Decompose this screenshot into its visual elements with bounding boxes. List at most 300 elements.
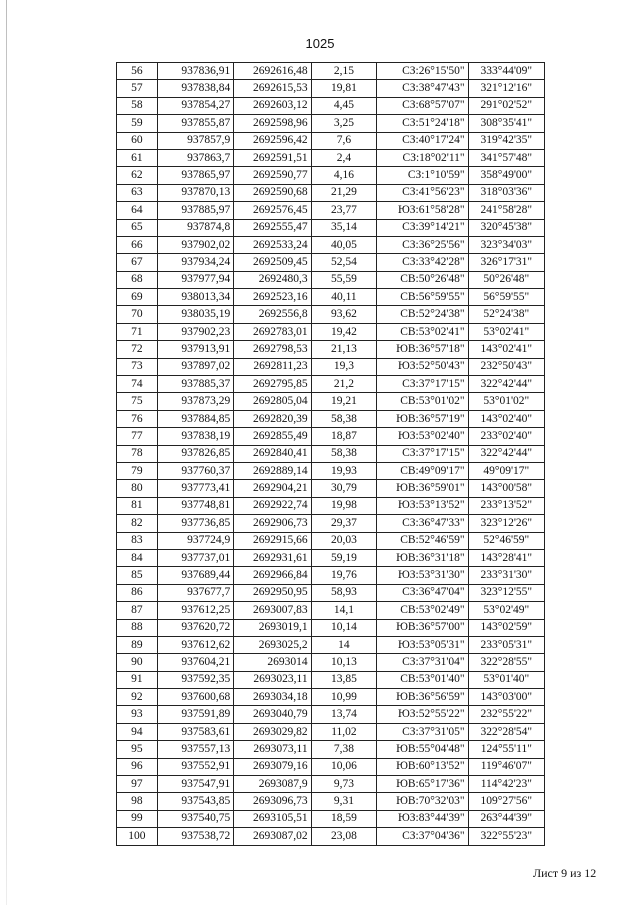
table-row: [117, 289, 545, 306]
table-row: [117, 462, 545, 479]
distance-cell: 58,38: [311, 410, 377, 427]
azimuth-cell: 233°31'30": [468, 567, 544, 584]
table-row: [117, 480, 545, 497]
distance-cell: 58,38: [311, 445, 377, 462]
azimuth-cell: 233°13'52": [468, 497, 544, 514]
point-number-cell: 87: [117, 602, 158, 619]
point-number-cell: 91: [117, 671, 158, 688]
azimuth-cell: 320°45'38": [468, 219, 544, 236]
x-coordinate-cell: 937902,23: [157, 323, 233, 340]
point-number-cell: 69: [117, 289, 158, 306]
point-number-cell: 74: [117, 376, 158, 393]
x-coordinate-cell: 937557,13: [157, 741, 233, 758]
azimuth-cell: 143°02'40": [468, 410, 544, 427]
y-coordinate-cell: 2692556,8: [234, 306, 311, 323]
point-number-cell: 70: [117, 306, 158, 323]
distance-cell: 19,81: [311, 80, 377, 97]
x-coordinate-cell: 937552,91: [157, 758, 233, 775]
x-coordinate-cell: 937857,9: [157, 132, 233, 149]
y-coordinate-cell: 2693073,11: [234, 741, 311, 758]
rhumb-cell: ЮЗ:53°05'31": [377, 636, 468, 653]
rhumb-cell: СВ:53°01'02": [377, 393, 468, 410]
table-row: [117, 723, 545, 740]
x-coordinate-cell: 937748,81: [157, 497, 233, 514]
x-coordinate-cell: 937873,29: [157, 393, 233, 410]
y-coordinate-cell: 2692904,21: [234, 480, 311, 497]
x-coordinate-cell: 937913,91: [157, 341, 233, 358]
y-coordinate-cell: 2692798,53: [234, 341, 311, 358]
point-number-cell: 58: [117, 97, 158, 114]
point-number-cell: 77: [117, 428, 158, 445]
azimuth-cell: 119°46'07": [468, 758, 544, 775]
y-coordinate-cell: 2692840,41: [234, 445, 311, 462]
point-number-cell: 92: [117, 689, 158, 706]
table-row: [117, 80, 545, 97]
y-coordinate-cell: 2693019,1: [234, 619, 311, 636]
azimuth-cell: 232°50'43": [468, 358, 544, 375]
x-coordinate-cell: 937934,24: [157, 254, 233, 271]
x-coordinate-cell: 937885,37: [157, 376, 233, 393]
point-number-cell: 100: [117, 828, 158, 845]
x-coordinate-cell: 937543,85: [157, 793, 233, 810]
y-coordinate-cell: 2693034,18: [234, 689, 311, 706]
y-coordinate-cell: 2692590,68: [234, 184, 311, 201]
rhumb-cell: СЗ:37°31'05": [377, 723, 468, 740]
point-number-cell: 59: [117, 115, 158, 132]
azimuth-cell: 232°55'22": [468, 706, 544, 723]
table-row: [117, 254, 545, 271]
distance-cell: 2,15: [311, 63, 377, 80]
distance-cell: 10,13: [311, 654, 377, 671]
distance-cell: 21,29: [311, 184, 377, 201]
x-coordinate-cell: 937547,91: [157, 776, 233, 793]
azimuth-cell: 322°55'23": [468, 828, 544, 845]
table-row: [117, 376, 545, 393]
azimuth-cell: 322°28'54": [468, 723, 544, 740]
table-row: [117, 689, 545, 706]
table-row: [117, 184, 545, 201]
rhumb-cell: ЮВ:36°56'59": [377, 689, 468, 706]
distance-cell: 9,73: [311, 776, 377, 793]
table-row: [117, 236, 545, 253]
rhumb-cell: СЗ:51°24'18": [377, 115, 468, 132]
x-coordinate-cell: 937902,02: [157, 236, 233, 253]
y-coordinate-cell: 2693014: [234, 654, 311, 671]
azimuth-cell: 56°59'55": [468, 289, 544, 306]
coordinates-table-body: [117, 63, 545, 846]
distance-cell: 2,4: [311, 149, 377, 166]
rhumb-cell: СВ:53°02'49": [377, 602, 468, 619]
y-coordinate-cell: 2692603,12: [234, 97, 311, 114]
azimuth-cell: 143°02'41": [468, 341, 544, 358]
table-row: [117, 567, 545, 584]
point-number-cell: 67: [117, 254, 158, 271]
x-coordinate-cell: 937724,9: [157, 532, 233, 549]
table-row: [117, 741, 545, 758]
y-coordinate-cell: 2692576,45: [234, 202, 311, 219]
azimuth-cell: 53°02'49": [468, 602, 544, 619]
rhumb-cell: СЗ:37°31'04": [377, 654, 468, 671]
azimuth-cell: 233°05'31": [468, 636, 544, 653]
rhumb-cell: СВ:50°26'48": [377, 271, 468, 288]
table-row: [117, 445, 545, 462]
rhumb-cell: СЗ:36°47'33": [377, 515, 468, 532]
point-number-cell: 99: [117, 810, 158, 827]
azimuth-cell: 326°17'31": [468, 254, 544, 271]
table-row: [117, 671, 545, 688]
x-coordinate-cell: 937897,02: [157, 358, 233, 375]
y-coordinate-cell: 2692783,01: [234, 323, 311, 340]
table-row: [117, 706, 545, 723]
y-coordinate-cell: 2692555,47: [234, 219, 311, 236]
x-coordinate-cell: 937689,44: [157, 567, 233, 584]
distance-cell: 58,93: [311, 584, 377, 601]
distance-cell: 23,08: [311, 828, 377, 845]
table-row: [117, 549, 545, 566]
rhumb-cell: ЮВ:65°17'36": [377, 776, 468, 793]
point-number-cell: 79: [117, 462, 158, 479]
table-row: [117, 271, 545, 288]
rhumb-cell: СВ:53°01'40": [377, 671, 468, 688]
distance-cell: 30,79: [311, 480, 377, 497]
x-coordinate-cell: 937865,97: [157, 167, 233, 184]
distance-cell: 14,1: [311, 602, 377, 619]
azimuth-cell: 114°42'23": [468, 776, 544, 793]
table-row: [117, 532, 545, 549]
rhumb-cell: СЗ:1°10'59": [377, 167, 468, 184]
point-number-cell: 85: [117, 567, 158, 584]
table-row: [117, 393, 545, 410]
rhumb-cell: ЮВ:36°31'18": [377, 549, 468, 566]
x-coordinate-cell: 937591,89: [157, 706, 233, 723]
y-coordinate-cell: 2692805,04: [234, 393, 311, 410]
azimuth-cell: 143°28'41": [468, 549, 544, 566]
table-row: [117, 654, 545, 671]
point-number-cell: 65: [117, 219, 158, 236]
rhumb-cell: ЮЗ:52°55'22": [377, 706, 468, 723]
y-coordinate-cell: 2692523,16: [234, 289, 311, 306]
x-coordinate-cell: 937538,72: [157, 828, 233, 845]
azimuth-cell: 124°55'11": [468, 741, 544, 758]
table-row: [117, 497, 545, 514]
point-number-cell: 94: [117, 723, 158, 740]
y-coordinate-cell: 2692480,3: [234, 271, 311, 288]
x-coordinate-cell: 937884,85: [157, 410, 233, 427]
azimuth-cell: 318°03'36": [468, 184, 544, 201]
distance-cell: 18,59: [311, 810, 377, 827]
distance-cell: 19,93: [311, 462, 377, 479]
point-number-cell: 57: [117, 80, 158, 97]
point-number-cell: 62: [117, 167, 158, 184]
azimuth-cell: 53°02'41": [468, 323, 544, 340]
point-number-cell: 93: [117, 706, 158, 723]
rhumb-cell: ЮВ:60°13'52": [377, 758, 468, 775]
point-number-cell: 82: [117, 515, 158, 532]
distance-cell: 10,99: [311, 689, 377, 706]
distance-cell: 10,14: [311, 619, 377, 636]
point-number-cell: 95: [117, 741, 158, 758]
azimuth-cell: 50°26'48": [468, 271, 544, 288]
y-coordinate-cell: 2692616,48: [234, 63, 311, 80]
table-row: [117, 149, 545, 166]
table-row: [117, 410, 545, 427]
distance-cell: 20,03: [311, 532, 377, 549]
x-coordinate-cell: 937870,13: [157, 184, 233, 201]
y-coordinate-cell: 2692820,39: [234, 410, 311, 427]
rhumb-cell: СЗ:37°17'15": [377, 376, 468, 393]
azimuth-cell: 263°44'39": [468, 810, 544, 827]
table-row: [117, 515, 545, 532]
rhumb-cell: СЗ:36°47'04": [377, 584, 468, 601]
x-coordinate-cell: 937677,7: [157, 584, 233, 601]
distance-cell: 21,13: [311, 341, 377, 358]
rhumb-cell: СВ:52°24'38": [377, 306, 468, 323]
x-coordinate-cell: 938013,34: [157, 289, 233, 306]
y-coordinate-cell: 2692931,61: [234, 549, 311, 566]
x-coordinate-cell: 937612,25: [157, 602, 233, 619]
azimuth-cell: 323°12'26": [468, 515, 544, 532]
y-coordinate-cell: 2693087,02: [234, 828, 311, 845]
azimuth-cell: 322°42'44": [468, 376, 544, 393]
x-coordinate-cell: 937838,84: [157, 80, 233, 97]
x-coordinate-cell: 937760,37: [157, 462, 233, 479]
distance-cell: 93,62: [311, 306, 377, 323]
rhumb-cell: СВ:56°59'55": [377, 289, 468, 306]
point-number-cell: 68: [117, 271, 158, 288]
point-number-cell: 86: [117, 584, 158, 601]
azimuth-cell: 109°27'56": [468, 793, 544, 810]
rhumb-cell: ЮВ:36°57'00": [377, 619, 468, 636]
table-row: [117, 219, 545, 236]
distance-cell: 19,42: [311, 323, 377, 340]
x-coordinate-cell: 937874,8: [157, 219, 233, 236]
point-number-cell: 84: [117, 549, 158, 566]
rhumb-cell: СВ:53°02'41": [377, 323, 468, 340]
y-coordinate-cell: 2693096,73: [234, 793, 311, 810]
distance-cell: 4,45: [311, 97, 377, 114]
coordinates-table: [116, 62, 545, 846]
point-number-cell: 72: [117, 341, 158, 358]
rhumb-cell: ЮВ:70°32'03": [377, 793, 468, 810]
point-number-cell: 80: [117, 480, 158, 497]
azimuth-cell: 321°12'16": [468, 80, 544, 97]
distance-cell: 19,3: [311, 358, 377, 375]
point-number-cell: 83: [117, 532, 158, 549]
point-number-cell: 61: [117, 149, 158, 166]
y-coordinate-cell: 2692855,49: [234, 428, 311, 445]
y-coordinate-cell: 2693105,51: [234, 810, 311, 827]
azimuth-cell: 323°34'03": [468, 236, 544, 253]
azimuth-cell: 322°28'55": [468, 654, 544, 671]
rhumb-cell: СЗ:37°17'15": [377, 445, 468, 462]
y-coordinate-cell: 2692922,74: [234, 497, 311, 514]
distance-cell: 35,14: [311, 219, 377, 236]
point-number-cell: 97: [117, 776, 158, 793]
rhumb-cell: ЮВ:36°57'19": [377, 410, 468, 427]
x-coordinate-cell: 937604,21: [157, 654, 233, 671]
y-coordinate-cell: 2692966,84: [234, 567, 311, 584]
rhumb-cell: СВ:49°09'17": [377, 462, 468, 479]
y-coordinate-cell: 2692596,42: [234, 132, 311, 149]
rhumb-cell: ЮЗ:53°31'30": [377, 567, 468, 584]
distance-cell: 23,77: [311, 202, 377, 219]
table-row: [117, 584, 545, 601]
table-row: [117, 619, 545, 636]
azimuth-cell: 53°01'40": [468, 671, 544, 688]
point-number-cell: 63: [117, 184, 158, 201]
rhumb-cell: ЮЗ:52°50'43": [377, 358, 468, 375]
y-coordinate-cell: 2693007,83: [234, 602, 311, 619]
table-row: [117, 202, 545, 219]
azimuth-cell: 341°57'48": [468, 149, 544, 166]
table-row: [117, 63, 545, 80]
x-coordinate-cell: 937863,7: [157, 149, 233, 166]
distance-cell: 59,19: [311, 549, 377, 566]
rhumb-cell: ЮВ:55°04'48": [377, 741, 468, 758]
distance-cell: 13,74: [311, 706, 377, 723]
table-row: [117, 776, 545, 793]
rhumb-cell: СЗ:37°04'36": [377, 828, 468, 845]
distance-cell: 9,31: [311, 793, 377, 810]
y-coordinate-cell: 2693029,82: [234, 723, 311, 740]
rhumb-cell: ЮЗ:53°13'52": [377, 497, 468, 514]
distance-cell: 14: [311, 636, 377, 653]
point-number-cell: 81: [117, 497, 158, 514]
y-coordinate-cell: 2692509,45: [234, 254, 311, 271]
x-coordinate-cell: 937620,72: [157, 619, 233, 636]
rhumb-cell: СВ:52°46'59": [377, 532, 468, 549]
x-coordinate-cell: 937855,87: [157, 115, 233, 132]
azimuth-cell: 233°02'40": [468, 428, 544, 445]
azimuth-cell: 333°44'09": [468, 63, 544, 80]
azimuth-cell: 143°00'58": [468, 480, 544, 497]
table-row: [117, 810, 545, 827]
distance-cell: 18,87: [311, 428, 377, 445]
table-row: [117, 167, 545, 184]
y-coordinate-cell: 2693025,2: [234, 636, 311, 653]
x-coordinate-cell: 937540,75: [157, 810, 233, 827]
x-coordinate-cell: 937736,85: [157, 515, 233, 532]
distance-cell: 3,25: [311, 115, 377, 132]
y-coordinate-cell: 2693087,9: [234, 776, 311, 793]
table-row: [117, 132, 545, 149]
x-coordinate-cell: 937773,41: [157, 480, 233, 497]
point-number-cell: 71: [117, 323, 158, 340]
distance-cell: 10,06: [311, 758, 377, 775]
distance-cell: 4,16: [311, 167, 377, 184]
y-coordinate-cell: 2692533,24: [234, 236, 311, 253]
azimuth-cell: 323°12'55": [468, 584, 544, 601]
y-coordinate-cell: 2692795,85: [234, 376, 311, 393]
y-coordinate-cell: 2693040,79: [234, 706, 311, 723]
azimuth-cell: 322°42'44": [468, 445, 544, 462]
table-row: [117, 341, 545, 358]
table-row: [117, 828, 545, 845]
x-coordinate-cell: 937836,91: [157, 63, 233, 80]
y-coordinate-cell: 2692906,73: [234, 515, 311, 532]
y-coordinate-cell: 2692598,96: [234, 115, 311, 132]
x-coordinate-cell: 937737,01: [157, 549, 233, 566]
rhumb-cell: СЗ:26°15'50": [377, 63, 468, 80]
distance-cell: 21,2: [311, 376, 377, 393]
scan-edge-mark: [6, 0, 7, 905]
rhumb-cell: СЗ:40°17'24": [377, 132, 468, 149]
x-coordinate-cell: 937838,19: [157, 428, 233, 445]
table-row: [117, 758, 545, 775]
y-coordinate-cell: 2692915,66: [234, 532, 311, 549]
table-row: [117, 428, 545, 445]
x-coordinate-cell: 937583,61: [157, 723, 233, 740]
table-row: [117, 602, 545, 619]
y-coordinate-cell: 2692591,51: [234, 149, 311, 166]
table-row: [117, 636, 545, 653]
rhumb-cell: СЗ:18°02'11": [377, 149, 468, 166]
x-coordinate-cell: 937885,97: [157, 202, 233, 219]
y-coordinate-cell: 2692590,77: [234, 167, 311, 184]
distance-cell: 19,76: [311, 567, 377, 584]
point-number-cell: 76: [117, 410, 158, 427]
point-number-cell: 56: [117, 63, 158, 80]
rhumb-cell: СЗ:39°14'21": [377, 219, 468, 236]
point-number-cell: 73: [117, 358, 158, 375]
distance-cell: 7,38: [311, 741, 377, 758]
distance-cell: 40,05: [311, 236, 377, 253]
distance-cell: 29,37: [311, 515, 377, 532]
rhumb-cell: СЗ:38°47'43": [377, 80, 468, 97]
distance-cell: 13,85: [311, 671, 377, 688]
distance-cell: 55,59: [311, 271, 377, 288]
x-coordinate-cell: 938035,19: [157, 306, 233, 323]
rhumb-cell: ЮВ:36°57'18": [377, 341, 468, 358]
point-number-cell: 78: [117, 445, 158, 462]
x-coordinate-cell: 937600,68: [157, 689, 233, 706]
point-number-cell: 98: [117, 793, 158, 810]
point-number-cell: 90: [117, 654, 158, 671]
sheet-footer: Лист 9 из 12: [533, 866, 597, 880]
azimuth-cell: 52°46'59": [468, 532, 544, 549]
y-coordinate-cell: 2693023,11: [234, 671, 311, 688]
rhumb-cell: СЗ:41°56'23": [377, 184, 468, 201]
table-row: [117, 306, 545, 323]
azimuth-cell: 241°58'28": [468, 202, 544, 219]
distance-cell: 40,11: [311, 289, 377, 306]
point-number-cell: 88: [117, 619, 158, 636]
distance-cell: 19,98: [311, 497, 377, 514]
rhumb-cell: ЮВ:36°59'01": [377, 480, 468, 497]
x-coordinate-cell: 937612,62: [157, 636, 233, 653]
y-coordinate-cell: 2692889,14: [234, 462, 311, 479]
rhumb-cell: ЮЗ:53°02'40": [377, 428, 468, 445]
y-coordinate-cell: 2693079,16: [234, 758, 311, 775]
table-row: [117, 115, 545, 132]
x-coordinate-cell: 937826,85: [157, 445, 233, 462]
x-coordinate-cell: 937977,94: [157, 271, 233, 288]
azimuth-cell: 308°35'41": [468, 115, 544, 132]
rhumb-cell: СЗ:33°42'28": [377, 254, 468, 271]
azimuth-cell: 143°02'59": [468, 619, 544, 636]
table-row: [117, 323, 545, 340]
rhumb-cell: ЮЗ:61°58'28": [377, 202, 468, 219]
page-number: 1025: [305, 36, 335, 51]
azimuth-cell: 49°09'17": [468, 462, 544, 479]
table-row: [117, 793, 545, 810]
point-number-cell: 96: [117, 758, 158, 775]
point-number-cell: 64: [117, 202, 158, 219]
azimuth-cell: 291°02'52": [468, 97, 544, 114]
distance-cell: 19,21: [311, 393, 377, 410]
y-coordinate-cell: 2692950,95: [234, 584, 311, 601]
distance-cell: 11,02: [311, 723, 377, 740]
